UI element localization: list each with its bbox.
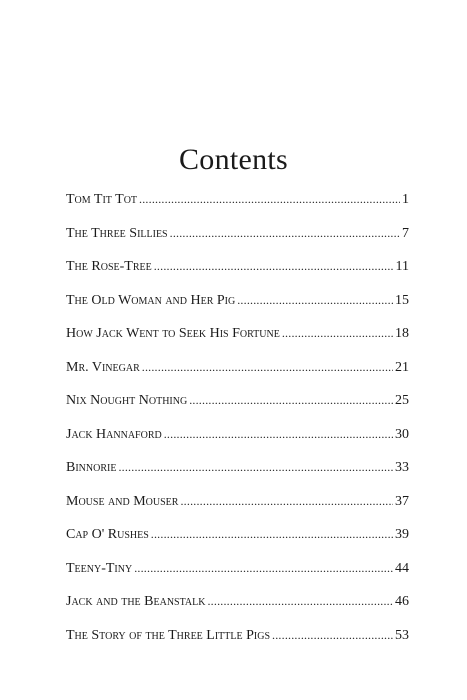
toc-entry-title: Nix Nought Nothing [66,393,188,408]
dot-leader [139,192,400,207]
toc-entry-page-number: 39 [395,527,409,542]
toc-entry[interactable] [66,326,409,360]
dot-leader [170,226,400,241]
toc-entry-page-number: 7 [402,225,409,241]
dot-leader [164,427,393,442]
table-of-contents [66,192,409,661]
toc-entry-page-number: 1 [402,192,409,207]
toc-entry-title: Jack and the Beanstalk [66,594,206,609]
toc-entry-title: Jack Hannaford [66,426,162,442]
toc-entry[interactable] [66,494,409,528]
toc-entry[interactable] [66,259,409,293]
toc-entry-title: Mr. Vinegar [66,359,140,375]
toc-entry[interactable] [66,293,409,327]
dot-leader [142,360,393,375]
toc-entry-title: Teeny-Tiny [66,560,133,576]
toc-entry-page-number: 25 [395,393,409,408]
toc-entry-page-number: 18 [395,326,409,341]
toc-entry-page-number: 21 [395,359,409,375]
toc-entry[interactable] [66,393,409,427]
toc-entry[interactable] [66,460,409,494]
toc-entry-title: Cap O' Rushes [66,527,149,542]
dot-leader [237,293,393,308]
toc-entry[interactable] [66,360,409,394]
toc-entry-title: Tom Tit Tot [66,192,138,207]
dot-leader [272,628,393,643]
toc-entry-page-number: 37 [395,493,409,509]
toc-entry-title: The Rose-Tree [66,259,152,274]
toc-entry-page-number: 11 [395,259,409,274]
toc-entry[interactable] [66,527,409,561]
dot-leader [134,561,393,576]
toc-entry-page-number: 44 [395,560,409,576]
dot-leader [207,594,393,609]
dot-leader [118,460,393,475]
toc-entry[interactable] [66,628,409,662]
toc-entry-title: Binnorie [66,460,117,475]
toc-entry[interactable] [66,594,409,628]
toc-entry-title: The Old Woman and Her Pig [66,292,236,308]
toc-entry-page-number: 30 [395,426,409,442]
toc-entry[interactable] [66,226,409,260]
dot-leader [180,494,393,509]
toc-entry[interactable] [66,561,409,595]
toc-entry-title: The Story of the Three Little Pigs [66,627,271,643]
toc-entry[interactable] [66,427,409,461]
toc-entry-title: Mouse and Mouser [66,493,179,509]
toc-entry-title: How Jack Went to Seek His Fortune [66,326,280,341]
toc-entry-page-number: 53 [395,627,409,643]
dot-leader [151,527,393,542]
toc-entry-page-number: 15 [395,292,409,308]
dot-leader [189,393,393,408]
toc-entry-page-number: 46 [395,594,409,609]
toc-entry[interactable] [66,192,409,226]
dot-leader [282,326,393,341]
toc-entry-page-number: 33 [395,460,409,475]
dot-leader [154,259,394,274]
contents-heading: Contents [178,143,289,176]
toc-entry-title: The Three Sillies [66,225,168,241]
